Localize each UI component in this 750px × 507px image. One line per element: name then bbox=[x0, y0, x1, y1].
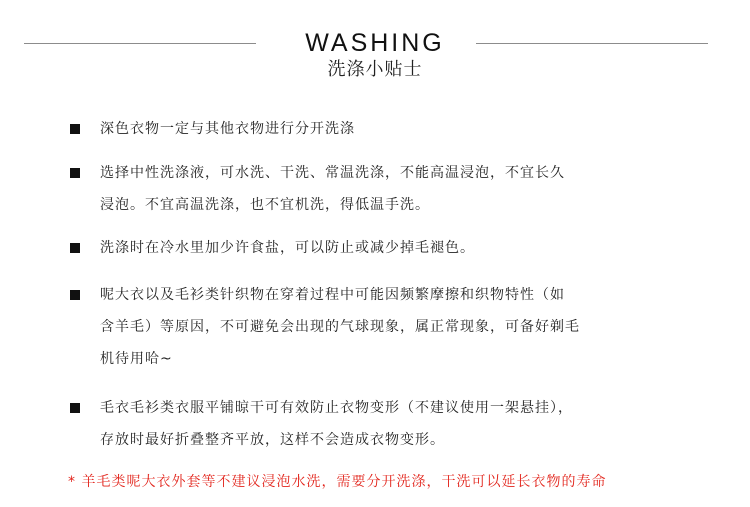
list-item-line: 选择中性洗涤液，可水洗、干洗、常温洗涤，不能高温浸泡，不宜长久 bbox=[100, 165, 565, 181]
page-subtitle: 洗涤小贴士 bbox=[327, 59, 423, 80]
list-item-line: 含羊毛）等原因，不可避免会出现的气球现象，属正常现象，可备好剃毛 bbox=[100, 319, 580, 335]
square-bullet-icon bbox=[70, 168, 80, 178]
list-item-text bbox=[100, 157, 660, 221]
list-item-line: 深色衣物一定与其他衣物进行分开洗涤 bbox=[100, 121, 355, 137]
list-item-line: 机待用哈~ bbox=[100, 351, 173, 367]
list-item-text bbox=[100, 113, 660, 145]
list-item-text bbox=[100, 392, 660, 456]
list-item-line: 存放时最好折叠整齐平放，这样不会造成衣物变形。 bbox=[100, 432, 445, 448]
list-item-line: 洗涤时在冷水里加少许食盐，可以防止或减少掉毛褪色。 bbox=[100, 240, 475, 256]
square-bullet-icon bbox=[70, 124, 80, 134]
list-item-text bbox=[100, 232, 660, 264]
square-bullet-icon bbox=[70, 403, 80, 413]
list-item-line: 呢大衣以及毛衫类针织物在穿着过程中可能因频繁摩擦和织物特性（如 bbox=[100, 287, 565, 303]
page-title: WASHING bbox=[305, 29, 445, 57]
list-item-line: 浸泡。不宜高温洗涤，也不宜机洗，得低温手洗。 bbox=[100, 197, 430, 213]
list-item-line: 毛衣毛衫类衣服平铺晾干可有效防止衣物变形（不建议使用一架悬挂）， bbox=[100, 400, 573, 416]
list-item-text bbox=[100, 279, 660, 375]
square-bullet-icon bbox=[70, 290, 80, 300]
warning-note: * 羊毛类呢大衣外套等不建议浸泡水洗，需要分开洗涤，干洗可以延长衣物的寿命 bbox=[68, 474, 607, 490]
square-bullet-icon bbox=[70, 243, 80, 253]
